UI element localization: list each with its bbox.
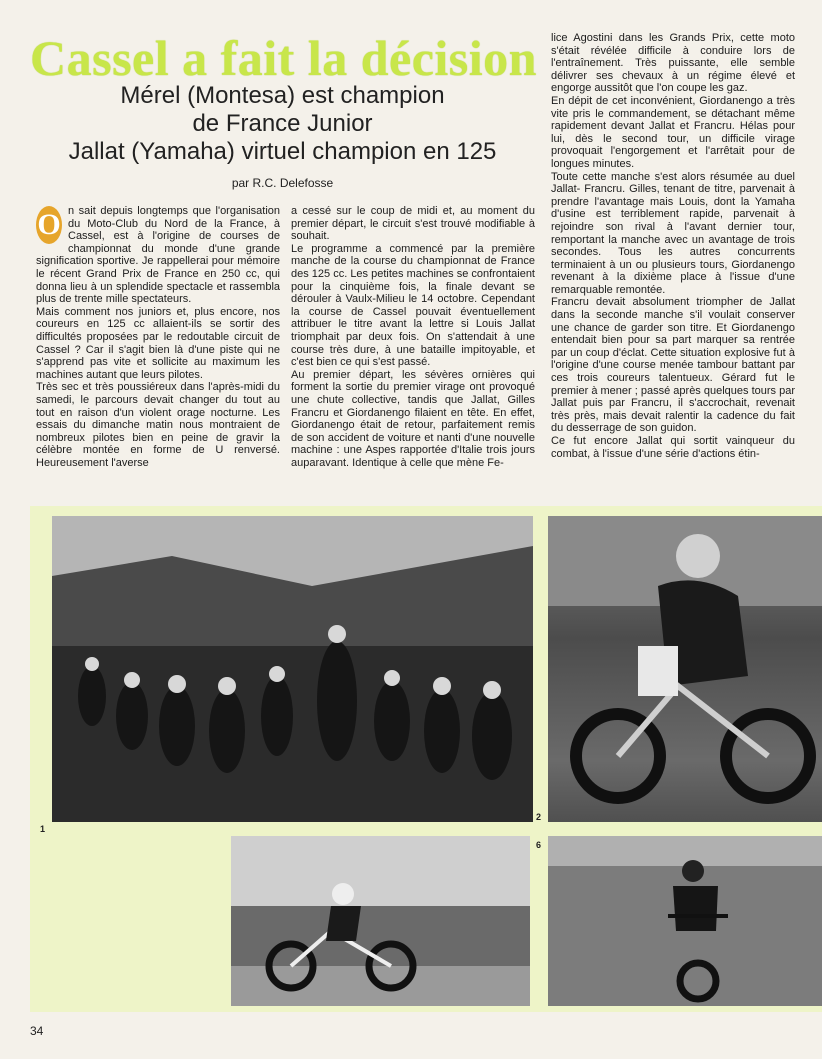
paragraph: Francru devait absolument triompher de Jallat dans la seconde manche s'il voulait conserver une chance de garder son titre. Et Giordanengo entendait bien pour sa part marquer sa rentrée par un coup d'éclat. Cette situation explosive fut à l'origine d'une course menée tambour battant par ces trois coureurs talentueux. Gérard fut le premier à mener ; passé après quelques tours par Jallat puis par Francru, il s'accrochait, revenait très près, mais devait ralentir la cadence du fait du desserrage de son guidon. [551, 296, 795, 435]
subhead-line-3: Jallat (Yamaha) virtuel champion en 125 [68, 138, 497, 165]
text-column-2 [291, 205, 535, 490]
paragraph: Très sec et très poussiéreux dans l'après-midi du samedi, le parcours devait changer du tout au tout en raison d'un violent orage nocturne. Les essais du dimanche matin nous montraient de nombreux pilotes bien en peine de gravir la célèbre montée en forme de U renversé. Heureusement l'averse [36, 381, 280, 469]
drop-cap: O [36, 206, 62, 244]
text-column-3 [551, 32, 795, 490]
paragraph: a cessé sur le coup de midi et, au moment du premier départ, le circuit s'est trouvé modifiable à souhait. [291, 205, 535, 243]
byline: par R.C. Delefosse [231, 176, 334, 190]
crowd-scene-image [52, 516, 533, 822]
paragraph: lice Agostini dans les Grands Prix, cette moto s'était révélée difficile à conduire lors de l'entraînement. Très puissante, elle semble délivrer ses chevaux à un régime élevé et engorge aussitôt que l'on coupe les gaz. [551, 32, 795, 95]
paragraph: Toute cette manche s'est alors résumée au duel Jallat- Francru. Gilles, tenant de titre, parvenait à prendre l'avantage mais Louis, dont la Yamaha d'usine est terriblement rapide, parvenait à rejoindre son rival à l'avant dernier tour, remportant la manche avec un avantage de trois secondes. Tous les autres concurrents terminaient à un ou plusieurs tours, Giordanengo revenant à la dixième place à l'issue d'une remarquable remontée. [551, 170, 795, 296]
rider-image [548, 516, 822, 822]
paragraph: O n sait depuis longtemps que l'organisation du Moto-Club du Nord de la France, à Cassel, est à l'origine de courses de championnat du monde d'une grande signification sportive. Je rappellerai pour mémoire le récent Grand Prix de France en 250 cc, qui donna lieu à un splendide spectacle et rassembla plus de trente mille spectateurs. [36, 205, 280, 306]
photo-rider-field [548, 836, 822, 1006]
photo-number-2: 2 [536, 812, 542, 822]
photo-crowd-spectators [52, 516, 533, 822]
page-number: 34 [30, 1024, 44, 1038]
paragraph: En dépit de cet inconvénient, Giordanengo a très vite pris le commandement, se détachant même rapidement devant Jallat et Francru. Hélas pour lui, dès le second tour, un difficile virage provoquait l'engorgement et l'arrêtait pour de longues minutes. [551, 94, 795, 170]
paragraph: Ce fut encore Jallat qui sortit vainqueur du combat, à l'issue d'une série d'actions étin- [551, 435, 795, 460]
headline: Cassel a fait la décision [30, 30, 537, 86]
photo-rider-2-yamaha [548, 516, 822, 822]
text-column-1 [36, 205, 280, 490]
photo-riders-jump [231, 836, 530, 1006]
subhead-line-1: Mérel (Montesa) est champion [120, 82, 445, 109]
paragraph: Au premier départ, les sévères ornières qui forment la sortie du premier virage ont provoqué une chute collective, tandis que Jallat, Gilles Francru et Giordanengo filaient en tête. En effet, Giordanengo était de retour, parfaitement remis de son accident de voiture et nanti d'une nouvelle machine : une Aspes rapportée d'Italie trois jours auparavant. Identique à celle que mène Fe- [291, 368, 535, 469]
paragraph: Mais comment nos juniors et, plus encore, nos coureurs en 125 cc allaient-ils se sortir des difficultés proposées par le redoutable circuit de Cassel ? Car il s'agit bien là d'une piste qui ne s'apprend pas vite et sollicite au maximum les machines autant que leurs pilotes. [36, 305, 280, 381]
paragraph: Le programme a commencé par la première manche de la course du championnat de France des 125 cc. Les petites machines se confrontaient pour la cinquième fois, la finale devant se dérouler à Vaulx-Milieu le 14 octobre. Cependant la course de Cassel pouvait éventuellement attribuer le titre avant la lettre si Louis Jallat triomphait par deux fois. On s'attendait à une course très dure, à une bataille impitoyable, et c'est bien ce qui s'est passé. [291, 242, 535, 369]
subhead-line-2: de France Junior [192, 110, 373, 137]
rider-field-image [548, 836, 822, 1006]
photo-number-1: 1 [40, 824, 46, 834]
riders-jump-image [231, 836, 530, 1006]
photo-number-6: 6 [536, 840, 542, 850]
subheadline [30, 82, 535, 166]
